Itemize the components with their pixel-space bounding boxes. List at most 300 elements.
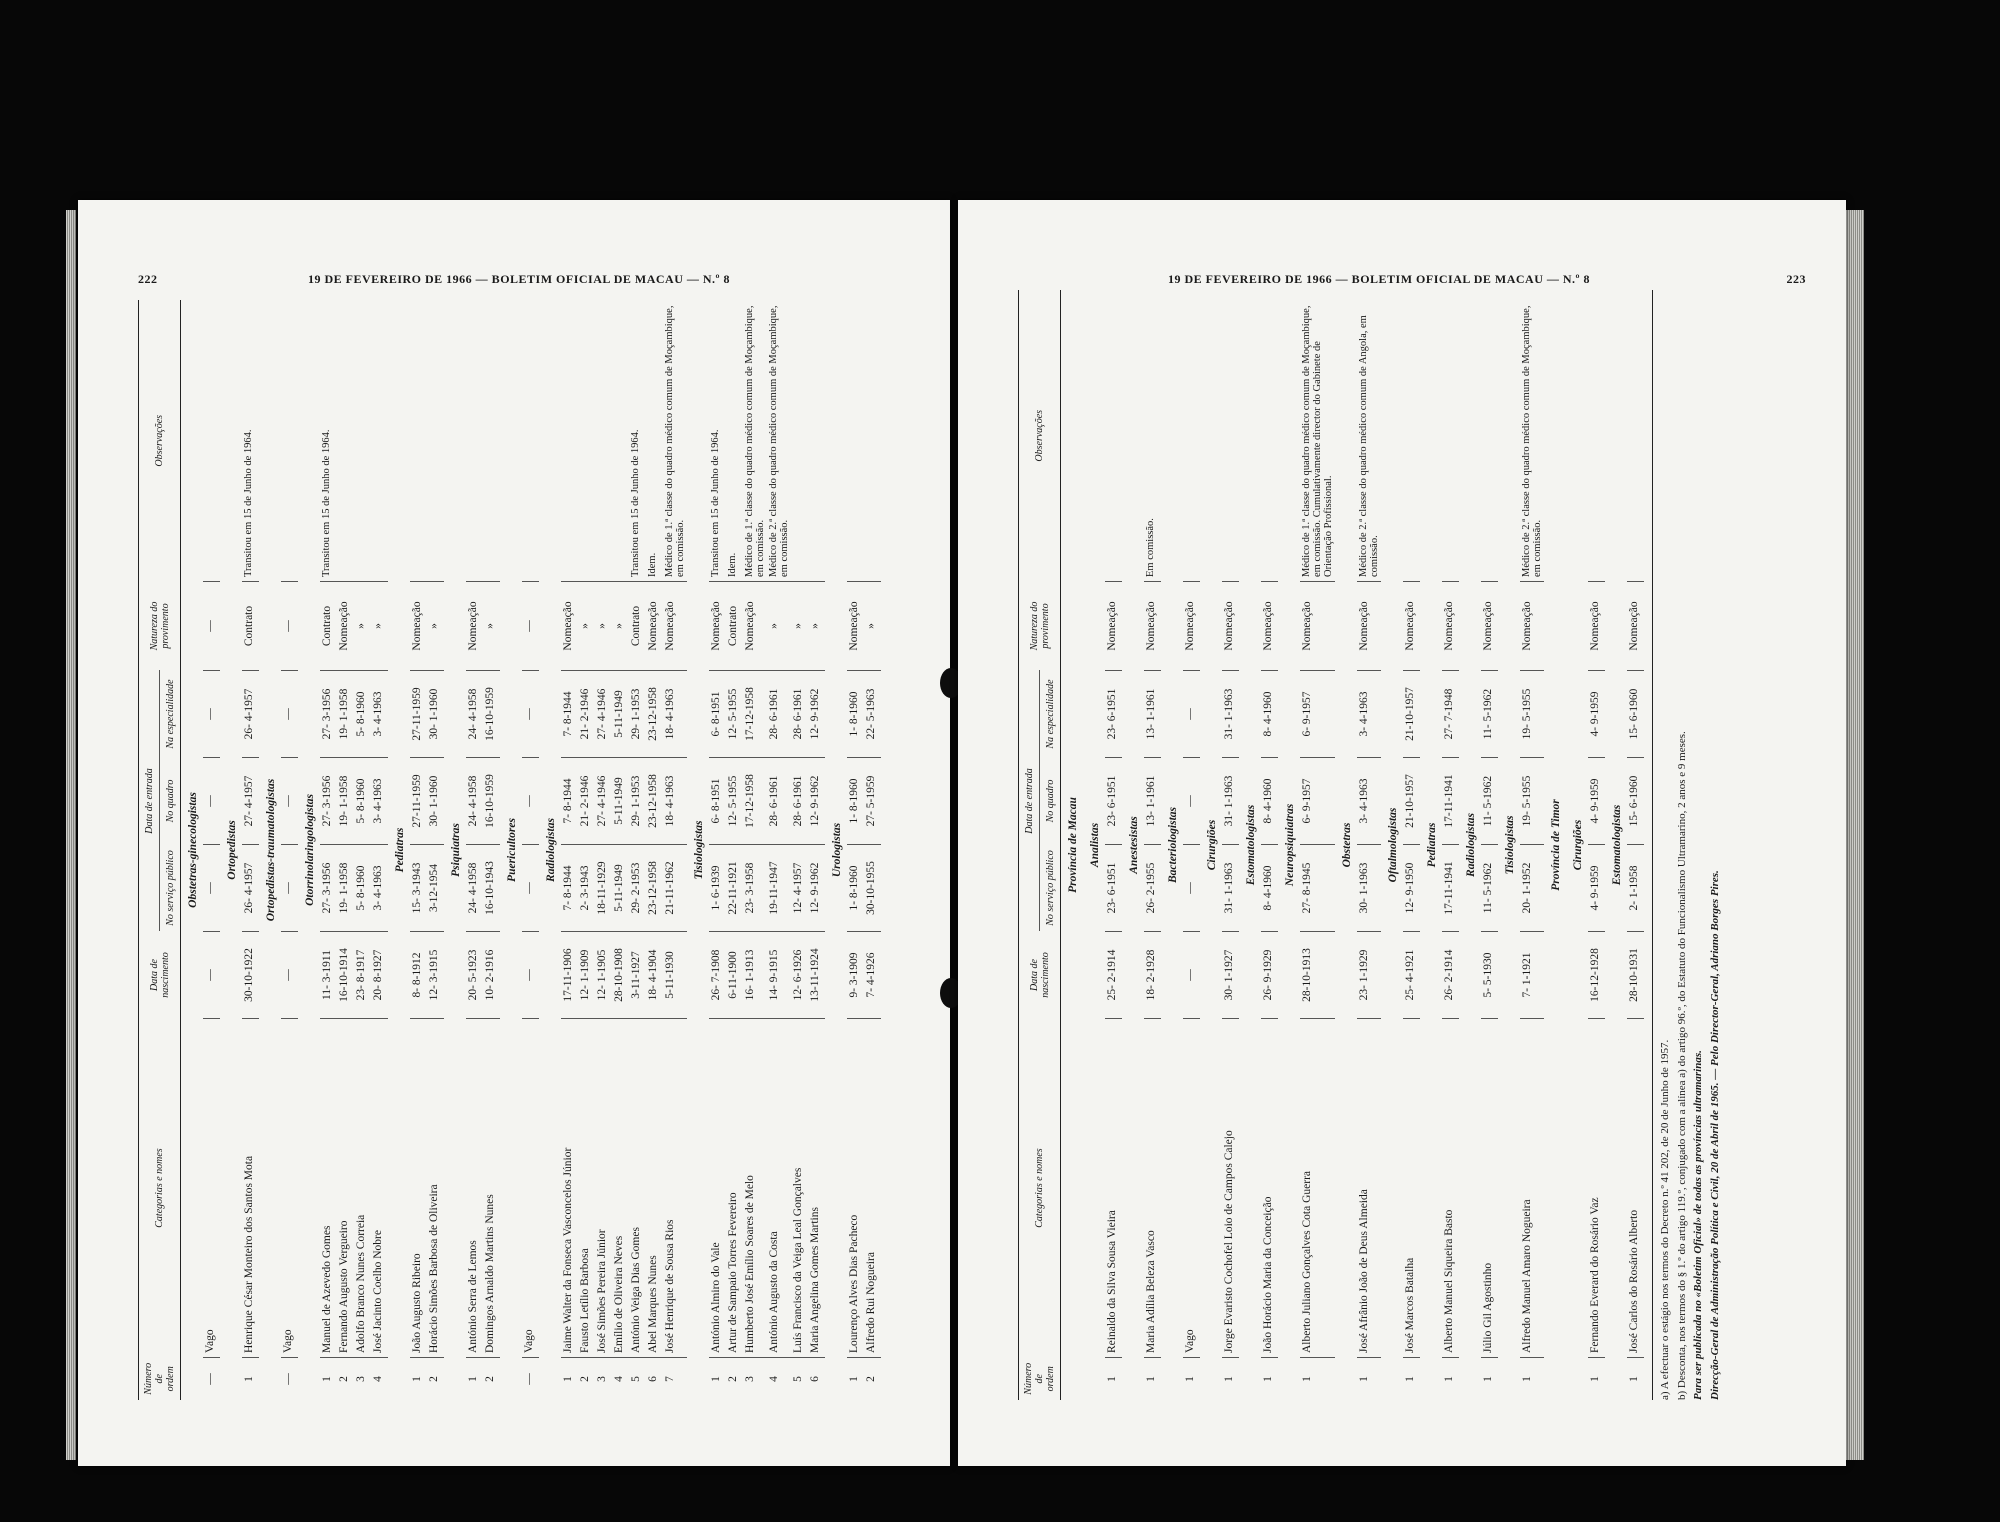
observations (578, 300, 595, 582)
birth-date: 5- 5-1930 (1481, 932, 1498, 1019)
row-number: 1 (1222, 1358, 1239, 1401)
appointment-nature: Nomeação (1588, 582, 1605, 671)
entry-service-date: 31- 1-1963 (1222, 845, 1239, 932)
row-number: 1 (1442, 1358, 1459, 1401)
entry-specialty-date: 11- 5-1962 (1481, 671, 1498, 758)
entry-quadro-date: 19- 1-1958 (337, 758, 354, 845)
category-heading: Puericultores (506, 818, 518, 882)
entry-service-date: — (522, 845, 539, 932)
person-name: Fausto Letílio Barbosa (578, 1019, 595, 1358)
birth-date: 25- 4-1921 (1403, 932, 1420, 1019)
birth-date: 20- 5-1923 (466, 932, 483, 1019)
entry-specialty-date: 27- 7-1948 (1442, 671, 1459, 758)
table-row (410, 300, 427, 1400)
entry-quadro-date: 5- 8-1960 (354, 758, 371, 845)
row-number: 3 (354, 1358, 371, 1401)
province-heading-row (1061, 290, 1084, 1400)
table-row (1520, 290, 1544, 1400)
entry-specialty-date: 19- 1-1958 (337, 671, 354, 758)
col-header-quadro: No quadro (1040, 758, 1061, 845)
observations (1222, 290, 1239, 582)
table-row (242, 300, 259, 1400)
observations (281, 300, 298, 582)
entry-service-date: 3-12-1954 (427, 845, 444, 932)
col-header-entry: Data de entrada (139, 671, 160, 932)
observations (808, 300, 825, 582)
entry-quadro-date: 11- 5-1962 (1481, 758, 1498, 845)
entry-quadro-date: 16-10-1959 (483, 758, 500, 845)
birth-date: 6-11-1900 (726, 932, 743, 1019)
entry-quadro-date: 4- 9-1959 (1588, 758, 1605, 845)
person-name: Luís Francisco da Veiga Leal Gonçalves (791, 1019, 808, 1358)
entry-quadro-date: 23-12-1958 (646, 758, 663, 845)
entry-quadro-date: 1- 8-1960 (847, 758, 864, 845)
birth-date: 23- 1-1929 (1357, 932, 1381, 1019)
person-name: Alberto Juliano Gonçalves Cota Guerra (1300, 1019, 1335, 1358)
entry-service-date: 20- 1-1952 (1520, 845, 1544, 932)
rotated-table-left (138, 300, 898, 1400)
appointment-nature: Contrato (629, 582, 646, 671)
category-heading: Anestesistas (1128, 816, 1140, 874)
entry-quadro-date: — (203, 758, 220, 845)
person-name: José Marcos Batalha (1403, 1019, 1420, 1358)
birth-date: — (522, 932, 539, 1019)
row-number: 1 (1357, 1358, 1381, 1401)
appointment-nature: Nomeação (466, 582, 483, 671)
observations (847, 300, 864, 582)
row-number: 1 (1300, 1358, 1335, 1401)
entry-specialty-date: — (1183, 671, 1200, 758)
birth-date: 5-11-1930 (663, 932, 687, 1019)
page-number: 223 (1786, 272, 1806, 286)
person-name: Vago (203, 1019, 220, 1358)
entry-specialty-date: 18- 4-1963 (663, 671, 687, 758)
entry-quadro-date: 5-11-1949 (612, 758, 629, 845)
appointment-nature: » (864, 582, 881, 671)
table-row (847, 300, 864, 1400)
entry-specialty-date: 12- 9-1962 (808, 671, 825, 758)
person-name: José Jacinto Coelho Nobre (371, 1019, 388, 1358)
observations: Médico de 2.ª classe do quadro médico comum de Moçambique, em comissão. (768, 305, 790, 577)
person-name: António Serra de Lemos (466, 1019, 483, 1358)
right-page (958, 200, 1846, 1466)
person-name: João Horácio Maria da Conceição (1261, 1019, 1278, 1358)
birth-date: 30-10-1922 (242, 932, 259, 1019)
col-header-special: Na especialidade (160, 671, 181, 758)
birth-date: 12- 1-1909 (578, 932, 595, 1019)
category-heading-row (1498, 290, 1520, 1400)
col-header-obs: Observações (139, 300, 181, 582)
entry-specialty-date: — (203, 671, 220, 758)
entry-service-date: 3- 4-1963 (371, 845, 388, 932)
row-number: 2 (726, 1358, 743, 1401)
entry-specialty-date: 12- 5-1955 (726, 671, 743, 758)
birth-date: 25- 2-1914 (1105, 932, 1122, 1019)
person-name: Júlio Gil Agostinho (1481, 1019, 1498, 1358)
observations: Médico de 1.ª classe do quadro médico comum de Moçambique, em comissão. (744, 305, 766, 577)
birth-date: 16- 1-1913 (743, 932, 767, 1019)
row-number: 6 (808, 1358, 825, 1401)
appointment-nature: Nomeação (1627, 582, 1644, 671)
footnote: b) Desconta, nos termos do § 1.º do artigo 119.º, conjugado com a alínea a) do artigo 96.º, do Estatuto do Funcionalismo Ultramarino, 2 anos e 9 meses. (1675, 731, 1688, 1400)
table-row (522, 300, 539, 1400)
observations (466, 300, 483, 582)
person-name: Emílio de Oliveira Neves (612, 1019, 629, 1358)
appointment-nature: Contrato (726, 582, 743, 671)
observations: Idem. (647, 552, 658, 577)
person-name: António Veiga Dias Gomes (629, 1019, 646, 1358)
page-header-title: 19 DE FEVEREIRO DE 1966 — BOLETIM OFICIAL DE MACAU — N.º 8 (1168, 272, 1590, 286)
observations (595, 300, 612, 582)
birth-date: — (281, 932, 298, 1019)
page-header (138, 272, 910, 294)
birth-date: 30- 1-1927 (1222, 932, 1239, 1019)
entry-quadro-date: 24- 4-1958 (466, 758, 483, 845)
table-row (337, 300, 354, 1400)
person-name: Henrique César Monteiro dos Santos Mota (242, 1019, 259, 1358)
table-row (663, 300, 687, 1400)
person-name: Humberto José Emílio Soares de Melo (743, 1019, 767, 1358)
entry-quadro-date: 27- 3-1956 (320, 758, 337, 845)
province-heading: Província de Timor (1550, 799, 1562, 891)
entry-specialty-date: — (522, 671, 539, 758)
observations: Médico de 2.ª classe do quadro médico comum de Moçambique, em comissão. (1521, 305, 1543, 577)
entry-service-date: — (1183, 845, 1200, 932)
entry-specialty-date: 30- 1-1960 (427, 671, 444, 758)
entry-service-date: 23- 3-1958 (743, 845, 767, 932)
person-name: Fernando Everard do Rosário Vaz (1588, 1019, 1605, 1358)
entry-service-date: 16-10-1943 (483, 845, 500, 932)
category-heading: Urologistas (831, 822, 843, 878)
appointment-nature: Nomeação (709, 582, 726, 671)
row-number: 1 (320, 1358, 337, 1401)
entry-service-date: 12- 4-1957 (791, 845, 808, 932)
appointment-nature: » (371, 582, 388, 671)
table-row (1627, 290, 1644, 1400)
col-header-birth: Data de nascimento (1019, 932, 1061, 1019)
category-heading: Analistas (1089, 822, 1101, 868)
entry-specialty-date: 5-11-1949 (612, 671, 629, 758)
observations (427, 300, 444, 582)
category-heading-row (1278, 290, 1300, 1400)
row-number: 1 (1144, 1358, 1161, 1401)
birth-date: — (1183, 932, 1200, 1019)
category-heading-row (388, 300, 410, 1400)
person-name: Reinaldo da Silva Sousa Vieira (1105, 1019, 1122, 1358)
entry-specialty-date: 29- 1-1953 (629, 671, 646, 758)
category-heading-row (1335, 290, 1357, 1400)
table-row (1222, 290, 1239, 1400)
birth-date: 3-11-1927 (629, 932, 646, 1019)
birth-date: 13-11-1924 (808, 932, 825, 1019)
col-header-obs: Observações (1019, 290, 1061, 582)
entry-service-date: 11- 5-1962 (1481, 845, 1498, 932)
row-number: 6 (646, 1358, 663, 1401)
category-heading: Oftalmologistas (1387, 807, 1399, 883)
observations (1261, 290, 1278, 582)
observations: Médico de 1.ª classe do quadro médico comum de Moçambique, em comissão. Cumulativamente director do Gabinete de Orientação Profissional. (1301, 305, 1334, 577)
row-number: 2 (578, 1358, 595, 1401)
entry-service-date: 27- 3-1956 (320, 845, 337, 932)
rotated-table-right (1018, 290, 1778, 1400)
table-row (1261, 290, 1278, 1400)
entry-quadro-date: 12- 9-1962 (808, 758, 825, 845)
entry-service-date: 1- 6-1939 (709, 845, 726, 932)
observations (1105, 290, 1122, 582)
observations: Transitou em 15 de Junho de 1964. (321, 429, 332, 577)
category-heading-row (1420, 290, 1442, 1400)
col-header-name: Categorias e nomes (1019, 1019, 1061, 1358)
entry-specialty-date: 15- 6-1960 (1627, 671, 1644, 758)
entry-service-date: — (203, 845, 220, 932)
appointment-nature: Nomeação (561, 582, 578, 671)
entry-service-date: 27- 8-1945 (1300, 845, 1335, 932)
person-name: Vago (281, 1019, 298, 1358)
person-name: Domingos Arnaldo Martins Nunes (483, 1019, 500, 1358)
category-heading: Bacteriologistas (1167, 806, 1179, 884)
page-edge-right (1846, 210, 1864, 1460)
category-heading: Pediatras (1426, 822, 1438, 868)
category-heading: Psiquiatras (450, 823, 462, 877)
entry-quadro-date: 12- 5-1955 (726, 758, 743, 845)
footnote: Direcção-Geral de Administração Política e Civil, 20 de Abril de 1965. — Pelo Director-Geral, Adriano Borges Pires. (1708, 870, 1721, 1400)
entry-specialty-date: 5- 8-1960 (354, 671, 371, 758)
table-row (1481, 290, 1498, 1400)
table-row (612, 300, 629, 1400)
entry-service-date: 18-11-1929 (595, 845, 612, 932)
category-heading: Ortopedistas-traumatologistas (265, 778, 277, 922)
entry-service-date: 12- 9-1950 (1403, 845, 1420, 932)
birth-date: 7- 1-1921 (1520, 932, 1544, 1019)
entry-quadro-date: 31- 1-1963 (1222, 758, 1239, 845)
person-name: Artur de Sampaio Torres Fevereiro (726, 1019, 743, 1358)
person-name: Alfredo Rui Nogueira (864, 1019, 881, 1358)
entry-service-date: 12- 9-1962 (808, 845, 825, 932)
birth-date: 12- 1-1905 (595, 932, 612, 1019)
row-number: 1 (1627, 1358, 1644, 1401)
appointment-nature: Nomeação (663, 582, 687, 671)
province-heading-row (1544, 290, 1566, 1400)
col-header-name: Categorias e nomes (139, 1019, 181, 1358)
appointment-nature: — (522, 582, 539, 671)
appointment-nature: — (281, 582, 298, 671)
entry-quadro-date: 18- 4-1963 (663, 758, 687, 845)
appointment-nature: Nomeação (1403, 582, 1420, 671)
row-number: 4 (612, 1358, 629, 1401)
person-name: Vago (1183, 1019, 1200, 1358)
entry-quadro-date: 8- 4-1960 (1261, 758, 1278, 845)
entry-service-date: 26- 4-1957 (242, 845, 259, 932)
row-number: 1 (1261, 1358, 1278, 1401)
category-heading-row (825, 300, 847, 1400)
entry-quadro-date: 17-12-1958 (743, 758, 767, 845)
row-number: 1 (847, 1358, 864, 1401)
person-name: José Simões Pereira Júnior (595, 1019, 612, 1358)
observations (337, 300, 354, 582)
table-row (371, 300, 388, 1400)
person-name: Fernando Augusto Vergueiro (337, 1019, 354, 1358)
row-number: 1 (1105, 1358, 1122, 1401)
appointment-nature: Nomeação (1222, 582, 1239, 671)
entry-service-date: 19-11-1947 (767, 845, 791, 932)
entry-service-date: 15- 3-1943 (410, 845, 427, 932)
entry-service-date: 30- 1-1963 (1357, 845, 1381, 932)
table-row (466, 300, 483, 1400)
entry-service-date: 8- 4-1960 (1261, 845, 1278, 932)
category-heading: Otorrinolaringologistas (304, 794, 316, 906)
appointment-nature: » (791, 582, 808, 671)
appointment-nature: Nomeação (1105, 582, 1122, 671)
col-header-num: Número de ordem (139, 1358, 181, 1401)
category-heading: Cirurgiões (1206, 819, 1218, 871)
entry-quadro-date: 23- 6-1951 (1105, 758, 1122, 845)
category-heading-row (1161, 290, 1183, 1400)
table-row (320, 300, 337, 1400)
row-number: 1 (709, 1358, 726, 1401)
entry-specialty-date: 23-12-1958 (646, 671, 663, 758)
table-row (646, 300, 663, 1400)
entry-specialty-date: 19- 5-1955 (1520, 671, 1544, 758)
table-row (629, 300, 646, 1400)
category-heading-row (539, 300, 561, 1400)
observations (864, 300, 881, 582)
entry-service-date: 23- 6-1951 (1105, 845, 1122, 932)
row-number: 4 (371, 1358, 388, 1401)
category-heading-row (1605, 290, 1627, 1400)
birth-date: 16-12-1928 (1588, 932, 1605, 1019)
observations (203, 300, 220, 582)
col-header-num: Número de ordem (1019, 1358, 1061, 1401)
entry-specialty-date: 4- 9-1959 (1588, 671, 1605, 758)
row-number: 1 (561, 1358, 578, 1401)
row-number: 7 (663, 1358, 687, 1401)
entry-specialty-date: 31- 1-1963 (1222, 671, 1239, 758)
entry-quadro-date: 13- 1-1961 (1144, 758, 1161, 845)
appointment-nature: Nomeação (847, 582, 864, 671)
category-heading: Cirurgiões (1572, 819, 1584, 871)
col-header-quadro: No quadro (160, 758, 181, 845)
entry-specialty-date: 22- 5-1963 (864, 671, 881, 758)
entry-quadro-date: 28- 6-1961 (791, 758, 808, 845)
table-row (595, 300, 612, 1400)
observations: Médico de 1.ª classe do quadro médico comum de Moçambique, em comissão. (664, 305, 686, 577)
row-number: 3 (595, 1358, 612, 1401)
appointment-nature: — (203, 582, 220, 671)
birth-date: 9- 3-1909 (847, 932, 864, 1019)
person-name: Lourenço Alves Dias Pacheco (847, 1019, 864, 1358)
person-name: José Henrique de Sousa Rios (663, 1019, 687, 1358)
row-number: 1 (410, 1358, 427, 1401)
table-row (1300, 290, 1335, 1400)
entry-quadro-date: 21-10-1957 (1403, 758, 1420, 845)
observations (1481, 290, 1498, 582)
appointment-nature: Nomeação (1183, 582, 1200, 671)
row-number: 4 (767, 1358, 791, 1401)
row-number: 1 (466, 1358, 483, 1401)
observations (371, 300, 388, 582)
table-row (427, 300, 444, 1400)
observations (354, 300, 371, 582)
observations (561, 300, 578, 582)
entry-service-date: 7- 8-1944 (561, 845, 578, 932)
row-number: 2 (337, 1358, 354, 1401)
birth-date: 20- 8-1927 (371, 932, 388, 1019)
table-row (808, 300, 825, 1400)
province-heading: Província de Macau (1067, 797, 1079, 893)
category-heading: Pediatras (394, 827, 406, 873)
person-name: António Augusto da Costa (767, 1019, 791, 1358)
entry-specialty-date: 27- 4-1946 (595, 671, 612, 758)
birth-date: 28-10-1931 (1627, 932, 1644, 1019)
entry-specialty-date: 21- 2-1946 (578, 671, 595, 758)
table-row (1105, 290, 1122, 1400)
appointment-nature: » (808, 582, 825, 671)
row-number: 5 (629, 1358, 646, 1401)
observations: Idem. (727, 552, 738, 577)
table-row (1442, 290, 1459, 1400)
person-name: Abel Marques Nunes (646, 1019, 663, 1358)
table-row (743, 300, 767, 1400)
category-heading-row (500, 300, 522, 1400)
table-row (1357, 290, 1381, 1400)
entry-quadro-date: 29- 1-1953 (629, 758, 646, 845)
table-row (791, 300, 808, 1400)
appointment-nature: Nomeação (337, 582, 354, 671)
observations (410, 300, 427, 582)
table-row (1403, 290, 1420, 1400)
entry-quadro-date: 21- 2-1946 (578, 758, 595, 845)
observations (612, 300, 629, 582)
entry-specialty-date: 28- 6-1961 (767, 671, 791, 758)
entry-specialty-date: 7- 8-1944 (561, 671, 578, 758)
entry-specialty-date: 27-11-1959 (410, 671, 427, 758)
row-number: 1 (1403, 1358, 1420, 1401)
category-heading-row (181, 300, 204, 1400)
page-edge-left (66, 210, 76, 1460)
category-heading: Estomatologistas (1245, 804, 1257, 886)
appointment-nature: Nomeação (1520, 582, 1544, 671)
observations (1627, 290, 1644, 582)
category-heading-row (687, 300, 709, 1400)
entry-quadro-date: 6- 8-1951 (709, 758, 726, 845)
col-header-nature: Natureza do provimento (1019, 582, 1061, 671)
page-number: 222 (138, 272, 158, 286)
category-heading: Radiologistas (1465, 813, 1477, 877)
entry-quadro-date: — (1183, 758, 1200, 845)
entry-specialty-date: 13- 1-1961 (1144, 671, 1161, 758)
row-number: — (203, 1358, 220, 1401)
entry-service-date: 22-11-1921 (726, 845, 743, 932)
category-heading: Obstetras (1341, 822, 1353, 868)
person-name: Adolfo Branco Nunes Correia (354, 1019, 371, 1358)
entry-specialty-date: 16-10-1959 (483, 671, 500, 758)
appointment-nature: » (354, 582, 371, 671)
entry-quadro-date: 19- 5-1955 (1520, 758, 1544, 845)
entry-specialty-date: 17-12-1958 (743, 671, 767, 758)
table-row (354, 300, 371, 1400)
person-name: Jaime Walter da Fonseca Vasconcelos Júnior (561, 1019, 578, 1358)
observations (1588, 290, 1605, 582)
category-heading: Tisiologistas (693, 820, 705, 880)
entry-service-date: 29- 2-1953 (629, 845, 646, 932)
category-heading-row (444, 300, 466, 1400)
entry-quadro-date: 28- 6-1961 (767, 758, 791, 845)
appointment-nature: » (612, 582, 629, 671)
row-number: 1 (1520, 1358, 1544, 1401)
appointment-nature: Nomeação (1144, 582, 1161, 671)
observations: Médico de 2.ª classe do quadro médico comum de Angola, em comissão. (1358, 315, 1380, 577)
person-name: Maria Adília Beleza Vasco (1144, 1019, 1161, 1358)
